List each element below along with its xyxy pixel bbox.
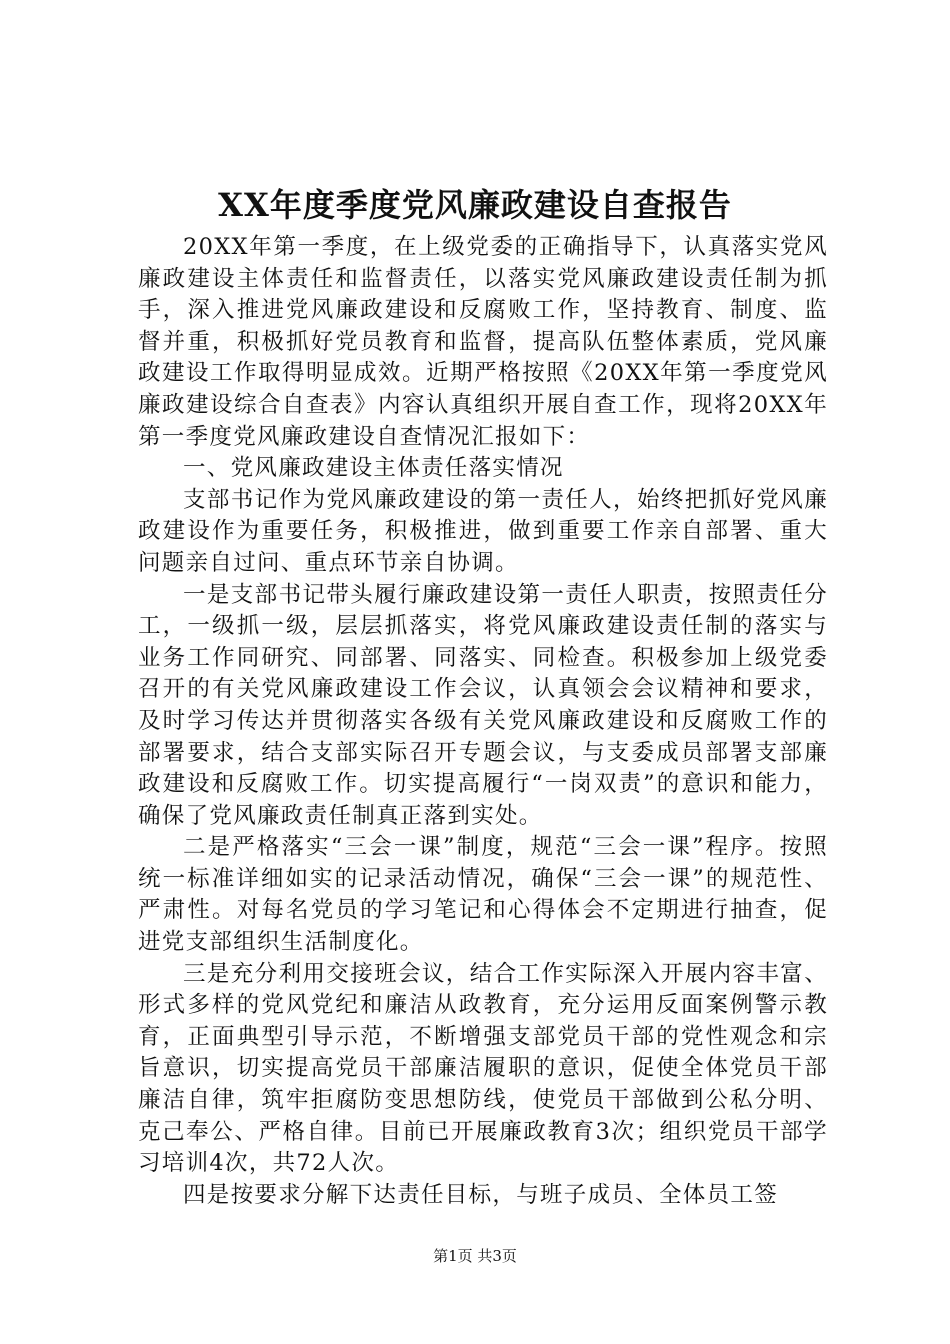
paragraph-point-3: 三是充分利用交接班会议，结合工作实际深入开展内容丰富、形式多样的党风党纪和廉洁从政教育，充分运用反面案例警示教育，正面典型引导示范，不断增强支部党员干部的党性观念和宗旨意识，切实提高党员干部廉洁履职的意识，促使全体党员干部廉洁自律，筑牢拒腐防变思想防线，使党员干部做到公私分明、克己奉公、严格自律。目前已开展廉政教育3次；组织党员干部学习培训4次，共72人次。: [138, 960, 828, 1177]
section-heading: 一、党风廉政建设主体责任落实情况: [183, 455, 564, 482]
paragraph-point-2: 二是严格落实“三会一课”制度，规范“三会一课”程序。按照统一标准详细如实的记录活动情况，确保“三会一课”的规范性、严肃性。对每名党员的学习笔记和心得体会不定期进行抽查，促进党支部组织生活制度化。: [138, 834, 828, 956]
document-title: XX年度季度党风廉政建设自查报告: [218, 186, 732, 224]
paragraph-point-4: 四是按要求分解下达责任目标，与班子成员、全体员工签: [183, 1181, 779, 1208]
paragraph-intro: 20XX年第一季度，在上级党委的正确指导下，认真落实党风廉政建设主体责任和监督责任，以落实党风廉政建设责任制为抓手，深入推进党风廉政建设和反腐败工作，坚持教育、制度、监督并重，积极抓好党员教育和监督，提高队伍整体素质，党风廉政建设工作取得明显成效。近期严格按照《20XX年第一季度党风廉政建设综合自查表》内容认真组织开展自查工作，现将20XX年第一季度党风廉政建设自查情况汇报如下：: [138, 234, 828, 450]
page-number-footer: 第1页 共3页: [433, 1247, 517, 1265]
paragraph-secretary: 支部书记作为党风廉政建设的第一责任人，始终把抓好党风廉政建设作为重要任务，积极推进，做到重要工作亲自部署、重大问题亲自过问、重点环节亲自协调。: [138, 486, 828, 576]
document-body: [138, 232, 828, 1211]
paragraph-point-1: 一是支部书记带头履行廉政建设第一责任人职责，按照责任分工，一级抓一级，层层抓落实，将党风廉政建设责任制的落实与业务工作同研究、同部署、同落实、同检查。积极参加上级党委召开的有关党风廉政建设工作会议，认真领会会议精神和要求，及时学习传达并贯彻落实各级有关党风廉政建设和反腐败工作的部署要求，结合支部实际召开专题会议，与支委成员部署支部廉政建设和反腐败工作。切实提高履行“一岗双责”的意识和能力，确保了党风廉政责任制真正落到实处。: [138, 581, 828, 829]
